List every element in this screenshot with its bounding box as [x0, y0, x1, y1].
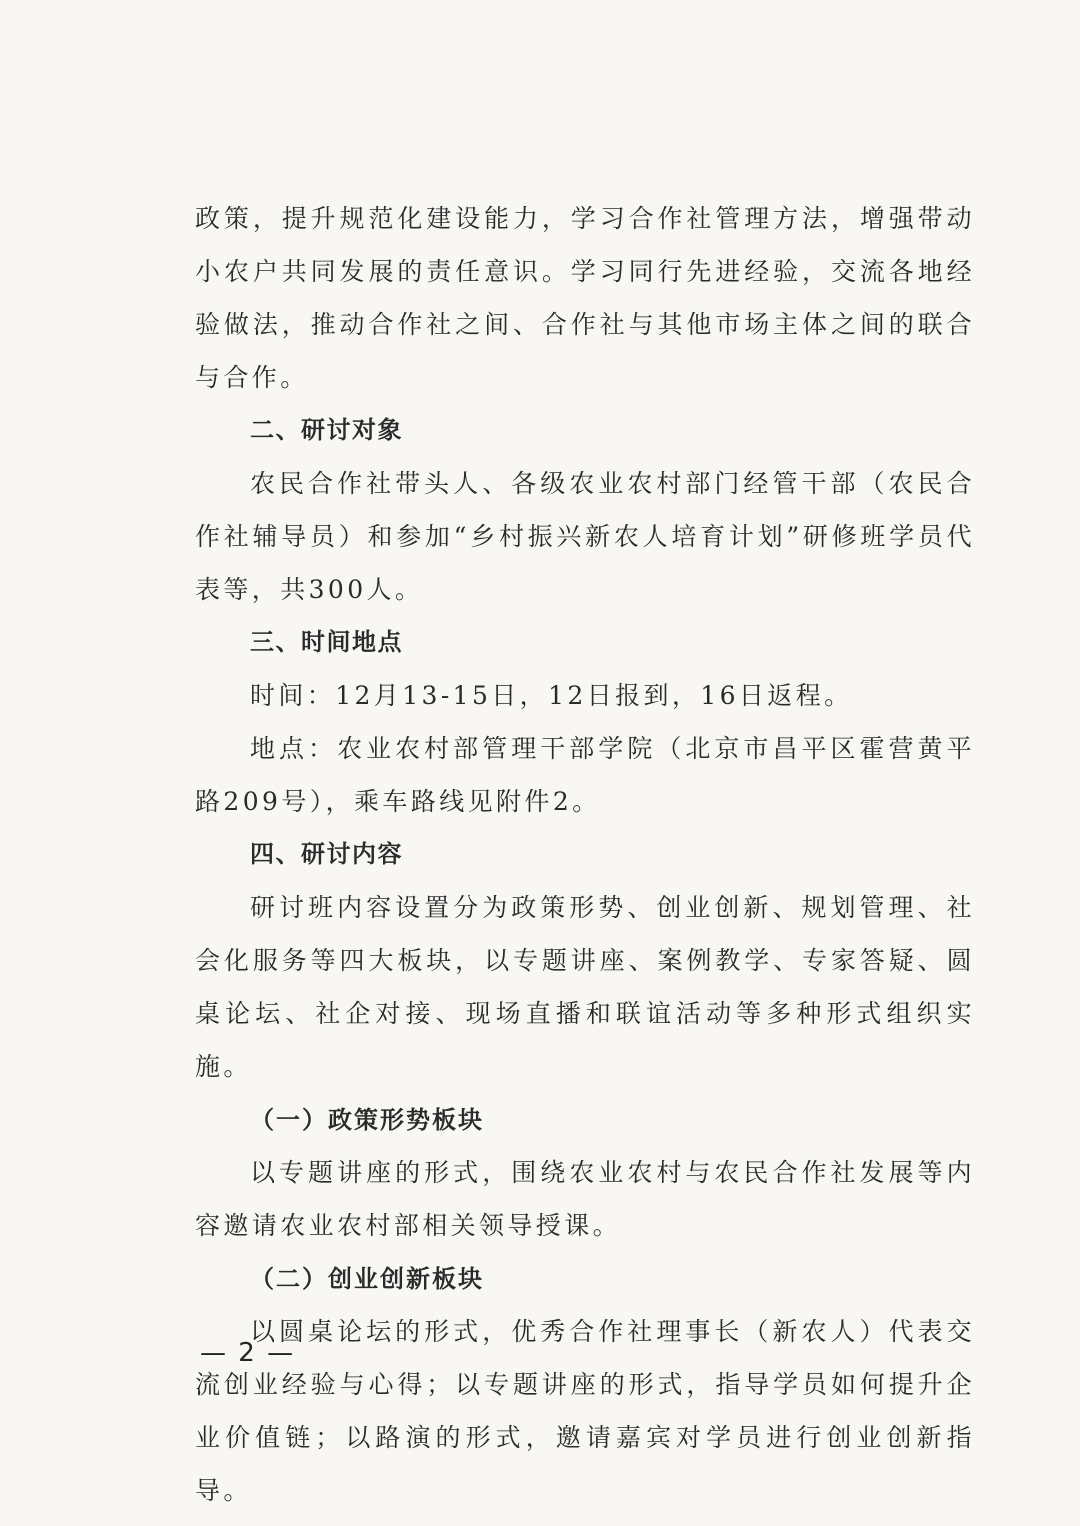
paragraph-content-overview: 研讨班内容设置分为政策形势、创业创新、规划管理、社会化服务等四大板块，以专题讲座、案例教学、专家答疑、圆桌论坛、社企对接、现场直播和联谊活动等多种形式组织实施。	[195, 893, 975, 1081]
paragraph-objectives-continued: 政策，提升规范化建设能力，学习合作社管理方法，增强带动小农户共同发展的责任意识。学习同行先进经验，交流各地经验做法，推动合作社之间、合作社与其他市场主体之间的联合与合作。	[195, 204, 975, 392]
paragraph-time: 时间：12月13-15日，12日报到，16日返程。	[250, 681, 853, 710]
paragraph-innovation: 以圆桌论坛的形式，优秀合作社理事长（新农人）代表交流创业经验与心得；以专题讲座的形式，指导学员如何提升企业价值链；以路演的形式，邀请嘉宾对学员进行创业创新指导。	[195, 1317, 975, 1505]
document-body	[195, 192, 975, 1517]
section-heading-participants: 二、研讨对象	[250, 416, 403, 444]
paragraph-location: 地点：农业农村部管理干部学院（北京市昌平区霍营黄平路209号），乘车路线见附件2。	[195, 734, 975, 816]
paragraph-participants: 农民合作社带头人、各级农业农村部门经管干部（农民合作社辅导员）和参加“乡村振兴新农人培育计划”研修班学员代表等，共300人。	[195, 469, 975, 604]
section-heading-time-place: 三、时间地点	[250, 628, 403, 656]
section-heading-content: 四、研讨内容	[250, 840, 403, 868]
subsection-heading-innovation: （二）创业创新板块	[250, 1264, 484, 1293]
subsection-heading-policy: （一）政策形势板块	[250, 1105, 484, 1134]
paragraph-policy: 以专题讲座的形式，围绕农业农村与农民合作社发展等内容邀请农业农村部相关领导授课。	[195, 1158, 975, 1240]
page-number: — 2 —	[200, 1338, 296, 1368]
